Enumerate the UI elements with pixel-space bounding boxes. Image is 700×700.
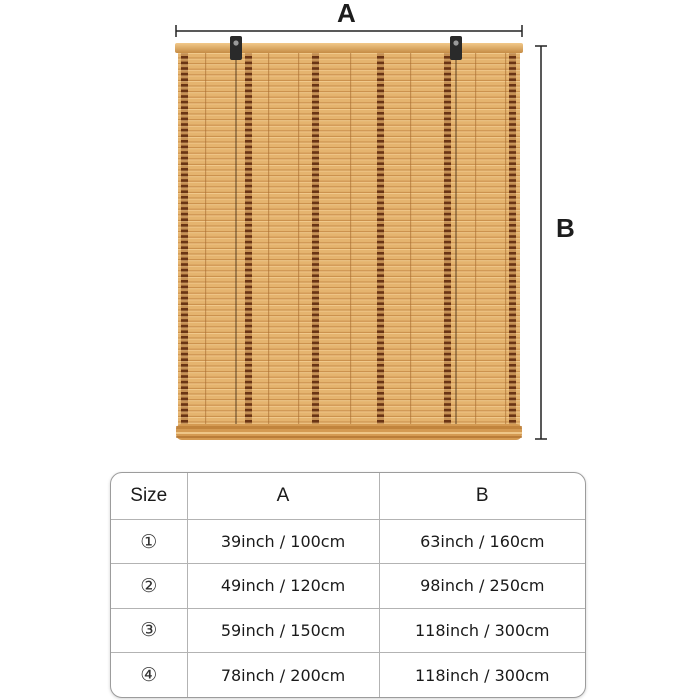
size-b-cell: 118inch / 300cm [379,608,585,652]
row-index: ① [111,519,187,563]
bamboo-slats [178,54,520,428]
size-a-cell: 59inch / 150cm [187,608,379,652]
top-rail [175,43,523,53]
row-index: ③ [111,608,187,652]
size-table [110,472,586,698]
height-dimension-line [535,46,547,439]
bottom-roll [176,424,522,440]
width-dimension-line [176,25,522,37]
table-row [111,608,585,652]
size-table-grid [111,473,585,697]
size-a-cell: 78inch / 200cm [187,653,379,697]
size-a-cell: 39inch / 100cm [187,519,379,563]
left-bracket-icon [230,36,242,60]
header-size: Size [111,473,187,519]
size-b-cell: 63inch / 160cm [379,519,585,563]
width-dimension-label: A [337,0,356,28]
size-b-cell: 98inch / 250cm [379,564,585,608]
row-index: ② [111,564,187,608]
height-dimension-label: B [556,213,575,243]
header-b: B [379,473,585,519]
header-a: A [187,473,379,519]
row-index: ④ [111,653,187,697]
size-b-cell: 118inch / 300cm [414,665,550,685]
table-row [111,564,585,608]
table-row [111,519,585,563]
right-bracket-icon [450,36,462,60]
size-a-cell: 49inch / 120cm [187,564,379,608]
table-row [111,653,585,697]
table-header-row [111,473,585,519]
